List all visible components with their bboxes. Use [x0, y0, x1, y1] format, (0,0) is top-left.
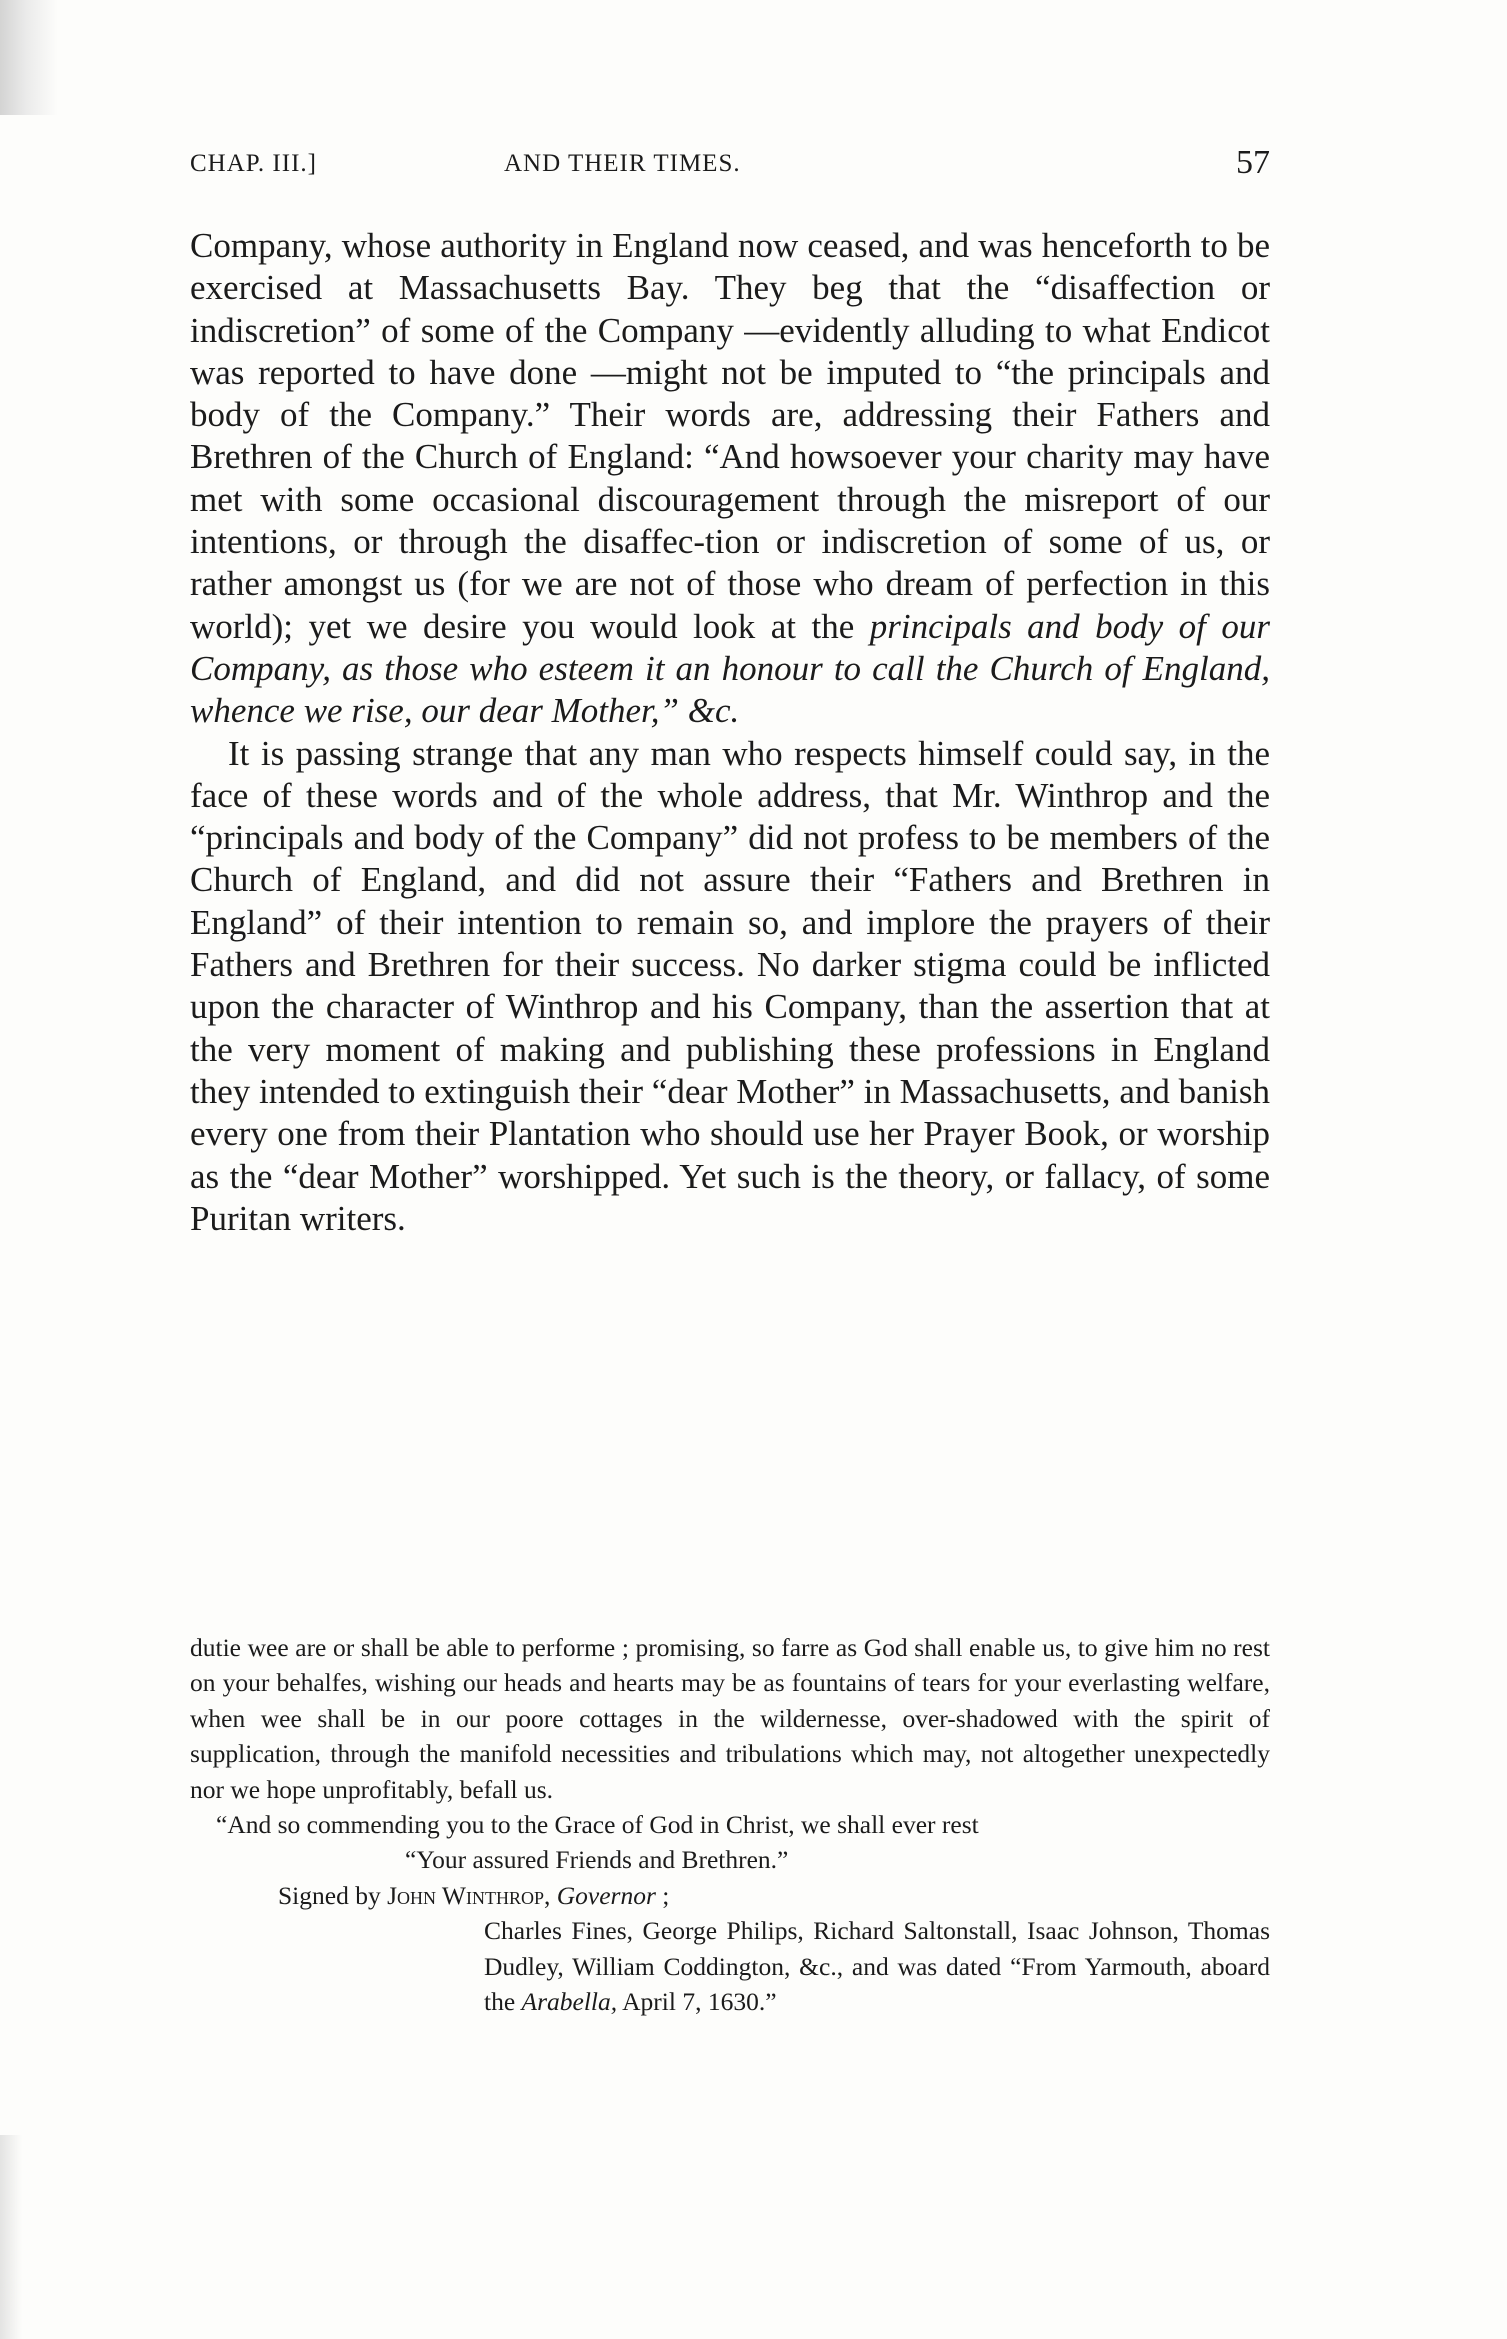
paragraph	[190, 225, 1270, 733]
signed-suffix: ;	[655, 1880, 670, 1910]
italic-quote: principals and body of our Company, as those who esteem it an honour to call the Church of England, whence we rise, our dear Mother,” &c.	[190, 606, 1271, 731]
ship-name: Arabella,	[521, 1987, 618, 2017]
cosigners	[190, 1913, 1270, 2019]
footnote-paragraph: dutie wee are or shall be able to performe ; promising, so farre as God shall enable us, to give him no rest on your behalfes, wishing our heads and hearts may be as fountains of tears for your everlasting welfare, when wee shall be in our poore cottages in the wildernesse, over-shadowed with the spirit of supplication, through the manifold necessities and tribulations which may, not altogether unexpectedly nor we hope unprofitably, befall us.	[190, 1633, 1270, 1804]
paragraph: It is passing strange that any man who respects himself could say, in the face of these words and of the whole address, that Mr. Winthrop and the “principals and body of the Company” did not profess to be members of the Church of England, and did not assure their “Fathers and Brethren in England” of their intention to remain so, and implore the prayers of their Fathers and Brethren for their success. No darker stigma could be inflicted upon the character of Winthrop and his Company, than the assertion that at the very moment of making and publishing these professions in England they intended to extinguish their “dear Mother” in Massachusetts, and banish every one from their Plantation who should use her Prayer Book, or worship as the “dear Mother” worshipped. Yet such is the theory, or fallacy, of some Puritan writers.	[190, 733, 1270, 1238]
chapter-label: CHAP. III.]	[190, 150, 317, 177]
footnote-paragraph: “And so commending you to the Grace of God in Christ, we shall ever rest	[216, 1810, 979, 1840]
page-edge-stain	[0, 0, 58, 115]
closing-line: “Your assured Friends and Brethren.”	[405, 1845, 789, 1875]
signed-prefix: Signed by	[278, 1880, 388, 1910]
signer-name: John Winthrop,	[387, 1880, 551, 1910]
main-text	[190, 225, 1270, 1240]
running-header	[190, 144, 1270, 190]
cosigners-text: Charles Fines, George Philips, Richard Saltonstall, Isaac Johnson, Thomas Dudley, William Coddington, &c., and was dated “From Yarmouth, aboard the	[484, 1916, 1270, 2017]
signer-role: Governor	[556, 1880, 656, 1910]
date-text: April 7, 1630.”	[617, 1987, 777, 2017]
page-number: 57	[1236, 144, 1270, 181]
paragraph-text: Company, whose authority in England now ceased, and was henceforth to be exercised at Massachusetts Bay. They beg that the “disaffection or indiscretion” of some of the Company —evidently alluding to what Endicot was reported to have done —might not be imputed to “the principals and body of the Company.” Their words are, addressing their Fathers and Brethren of the Church of England: “And howsoever your charity may have met with some occasional discouragement through the misreport of our intentions, or through the disaffec-tion or indiscretion of some of us, or rather amongst us (for we are not of those who dream of perfection in this world); yet we desire you would look at the	[190, 226, 1270, 646]
running-title: AND THEIR TIMES.	[504, 150, 741, 177]
footnote	[190, 1630, 1270, 2019]
signature-line	[190, 1878, 1270, 1913]
page-edge-stain	[0, 2135, 22, 2339]
